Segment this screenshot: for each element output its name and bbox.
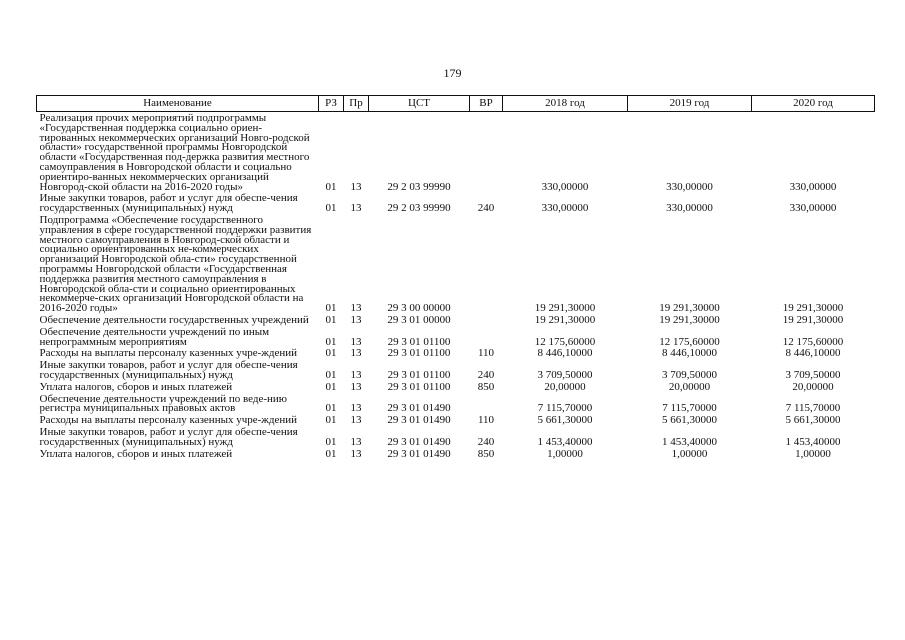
row-name: Уплата налогов, сборов и иных платежей	[39, 447, 233, 460]
row-vr	[470, 393, 503, 415]
row-rz: 01	[325, 347, 337, 360]
table-row	[37, 112, 875, 193]
row-rz: 01	[325, 202, 337, 215]
row-value-2018: 1,00000	[547, 447, 583, 460]
row-value-2018: 1 453,40000	[537, 435, 593, 448]
row-value-2018: 3 709,50000	[537, 368, 593, 381]
row-value-2019: 1 453,40000	[662, 435, 717, 448]
column-header-vr: ВР	[470, 96, 503, 112]
row-value-2020: 330,00000	[789, 180, 837, 193]
row-vr: 110	[477, 347, 495, 360]
row-name: Расходы на выплаты персоналу казенных учре-ждений	[39, 414, 298, 427]
column-header-pr: Пр	[344, 96, 369, 112]
row-vr	[470, 314, 503, 326]
row-name: Иные закупки товаров, работ и услуг для обеспе-чения государственных (муниципальных) нужд	[39, 425, 298, 448]
row-pr: 13	[350, 347, 362, 360]
row-cst: 29 3 01 01100	[387, 368, 451, 381]
column-header-2018: 2018 год	[503, 96, 628, 112]
row-rz: 01	[325, 402, 337, 415]
table-body	[37, 112, 875, 460]
row-value-2019: 19 291,30000	[659, 313, 720, 326]
page-number: 179	[443, 66, 462, 80]
row-value-2018: 20,00000	[544, 380, 586, 393]
row-value-2019: 1,00000	[671, 447, 708, 460]
table-row	[37, 347, 875, 359]
row-value-2019: 7 115,70000	[662, 402, 717, 415]
row-cst: 29 3 01 01490	[387, 414, 451, 427]
table-row	[37, 426, 875, 448]
column-header-rz: РЗ	[319, 96, 344, 112]
row-value-2018: 5 661,30000	[537, 414, 593, 427]
row-cst: 29 3 01 01490	[387, 435, 451, 448]
row-value-2020: 8 446,10000	[785, 347, 841, 360]
table-row	[37, 326, 875, 348]
row-vr: 850	[477, 447, 495, 460]
column-header-cst: ЦСТ	[369, 96, 470, 112]
row-rz: 01	[325, 313, 337, 326]
row-rz: 01	[325, 435, 337, 448]
row-pr: 13	[350, 180, 362, 193]
row-vr: 110	[477, 414, 495, 427]
row-vr: 850	[477, 380, 495, 393]
table-row	[37, 381, 875, 393]
row-value-2019: 3 709,50000	[662, 368, 717, 381]
row-name: Реализация прочих мероприятий подпрограммы «Государственная поддержка социально ориен-тированных некоммерческих организаций Новго-родской области» государственной программы Новгородской области «Государственная под-держка развития местного самоуправления в Новгородской области и социально ориентиро-ванных некоммерческих организаций Новгород-ской области на 2016-2020 годы»	[39, 112, 310, 193]
row-value-2018: 330,00000	[541, 202, 589, 215]
row-name: Обеспечение деятельности учреждений по веде-нию регистра муниципальных правовых актов	[39, 392, 288, 415]
budget-table	[36, 95, 875, 459]
row-pr: 13	[350, 302, 362, 315]
row-cst: 29 2 03 99990	[387, 202, 451, 215]
row-pr: 13	[350, 335, 362, 348]
row-vr	[470, 112, 503, 193]
column-header-2020: 2020 год	[752, 96, 875, 112]
row-pr: 13	[350, 313, 362, 326]
row-rz: 01	[325, 414, 337, 427]
row-pr: 13	[350, 447, 362, 460]
table-row	[37, 214, 875, 314]
row-vr: 240	[477, 368, 495, 381]
row-value-2019: 5 661,30000	[662, 414, 717, 427]
table-header-row	[37, 96, 875, 112]
row-rz: 01	[325, 302, 337, 315]
row-vr: 240	[477, 435, 495, 448]
row-vr	[470, 214, 503, 314]
row-name: Подпрограмма «Обеспечение государственного управления в сфере государственной поддержки развития местного самоуправления в Новгород-ской области и социально ориентированных не-коммерческих организаций Новгородской обла-сти» государственной программы Новгородской области «Государственная поддержка развития местного самоуправления в Новгородской обла-сти и социально ориентированных некоммерче-ских организаций Новгородской области на 2016-2020 годы»	[39, 213, 312, 315]
row-cst: 29 3 01 00000	[387, 313, 451, 326]
row-pr: 13	[350, 435, 362, 448]
row-pr: 13	[350, 414, 362, 427]
row-cst: 29 3 01 01490	[387, 447, 451, 460]
row-cst: 29 3 00 00000	[387, 302, 451, 315]
row-pr: 13	[350, 202, 362, 215]
row-value-2019: 330,00000	[666, 202, 713, 215]
row-rz: 01	[325, 380, 337, 393]
row-value-2019: 330,00000	[666, 180, 713, 193]
row-value-2020: 20,00000	[792, 380, 834, 393]
row-name: Расходы на выплаты персоналу казенных учре-ждений	[39, 347, 298, 360]
row-rz: 01	[325, 335, 337, 348]
row-value-2020: 1 453,40000	[785, 435, 841, 448]
row-pr: 13	[350, 380, 362, 393]
row-vr	[470, 326, 503, 348]
row-cst: 29 3 01 01100	[387, 335, 451, 348]
table-row	[37, 393, 875, 415]
row-value-2018: 19 291,30000	[534, 302, 596, 315]
column-header-2019: 2019 год	[628, 96, 752, 112]
row-rz: 01	[325, 180, 337, 193]
row-value-2020: 19 291,30000	[782, 302, 844, 315]
table-row	[37, 359, 875, 381]
row-value-2018: 19 291,30000	[534, 313, 596, 326]
row-vr: 240	[477, 202, 495, 215]
row-value-2018: 330,00000	[541, 180, 589, 193]
row-name: Иные закупки товаров, работ и услуг для обеспе-чения государственных (муниципальных) нужд	[39, 359, 298, 381]
row-value-2020: 7 115,70000	[785, 402, 841, 415]
row-value-2020: 19 291,30000	[782, 313, 844, 326]
row-value-2018: 8 446,10000	[537, 347, 593, 360]
row-name: Иные закупки товаров, работ и услуг для обеспе-чения государственных (муниципальных) нужд	[39, 192, 298, 215]
row-cst: 29 3 01 01100	[387, 380, 451, 393]
row-value-2019: 20,00000	[668, 380, 711, 393]
row-pr: 13	[350, 402, 362, 415]
row-cst: 29 3 01 01490	[387, 402, 451, 415]
row-value-2020: 3 709,50000	[785, 368, 841, 381]
row-value-2018: 12 175,60000	[534, 335, 596, 348]
table-row	[37, 314, 875, 326]
row-pr: 13	[350, 368, 362, 381]
column-header-name: Наименование	[37, 96, 319, 112]
row-rz: 01	[325, 368, 337, 381]
row-cst: 29 3 01 01100	[387, 347, 451, 360]
row-value-2020: 5 661,30000	[785, 414, 841, 427]
row-cst: 29 2 03 99990	[387, 180, 451, 193]
row-value-2020: 1,00000	[795, 447, 831, 460]
row-value-2019: 12 175,60000	[659, 335, 720, 348]
row-name: Обеспечение деятельности государственных учреждений	[39, 313, 309, 326]
row-value-2020: 330,00000	[789, 202, 837, 215]
table-row	[37, 448, 875, 460]
row-name: Обеспечение деятельности учреждений по иным непрограммным мероприятиям	[39, 325, 270, 348]
row-name: Уплата налогов, сборов и иных платежей	[39, 380, 233, 393]
row-value-2019: 8 446,10000	[662, 347, 717, 360]
table-row	[37, 192, 875, 214]
row-value-2019: 19 291,30000	[659, 302, 720, 315]
row-value-2018: 7 115,70000	[537, 402, 593, 415]
row-rz: 01	[325, 447, 337, 460]
row-value-2020: 12 175,60000	[782, 335, 844, 348]
table-row	[37, 414, 875, 426]
